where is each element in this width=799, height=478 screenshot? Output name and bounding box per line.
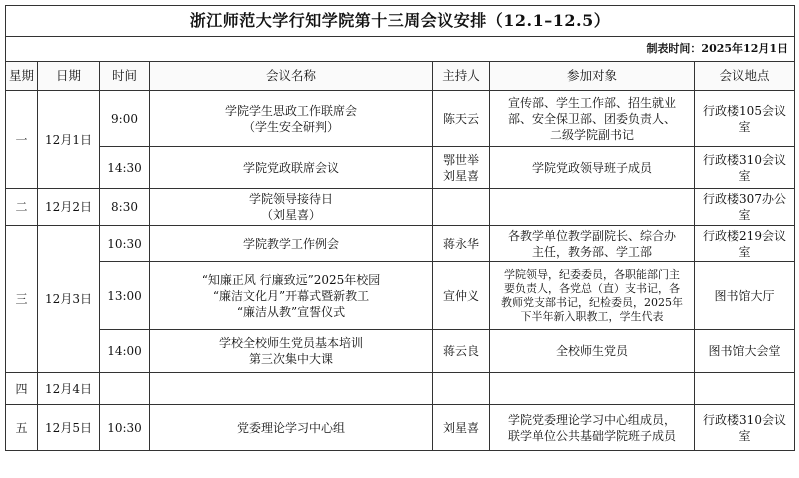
table-row bbox=[6, 226, 795, 262]
attendees-cell bbox=[490, 91, 695, 147]
host-cell bbox=[433, 330, 490, 373]
meeting-name-cell bbox=[150, 405, 433, 451]
header-row bbox=[6, 62, 795, 91]
meeting-schedule-table bbox=[5, 5, 795, 451]
attendees-line: 主任，教务部、学工部 bbox=[531, 244, 652, 259]
time-cell: 13:00 bbox=[100, 262, 150, 330]
host-cell bbox=[433, 147, 490, 189]
attendees-line: 二级学院副书记 bbox=[549, 127, 634, 142]
attendees-line: 下半年新入职教工，学生代表 bbox=[520, 309, 664, 323]
table-row bbox=[6, 189, 795, 226]
meeting-schedule-sheet bbox=[5, 5, 794, 451]
host-cell bbox=[433, 405, 490, 451]
attendees-cell bbox=[490, 330, 695, 373]
location-cell: 行政楼310会议室 bbox=[695, 405, 795, 451]
table-row bbox=[6, 262, 795, 330]
header-attendees: 参加对象 bbox=[490, 62, 695, 91]
attendees-line: 联学单位公共基础学院班子成员 bbox=[507, 428, 676, 443]
date-cell: 12月4日 bbox=[38, 373, 100, 405]
host-cell bbox=[433, 262, 490, 330]
meeting-name-line: 学院党政联席会议 bbox=[242, 160, 339, 175]
date-cell: 12月3日 bbox=[38, 226, 100, 373]
time-cell: 14:30 bbox=[100, 147, 150, 189]
attendees-line: 学院党政领导班子成员 bbox=[531, 160, 652, 175]
made-time-row bbox=[6, 37, 795, 62]
page-title: 浙江师范大学行知学院第十三周会议安排（12.1–12.5） bbox=[6, 6, 795, 37]
header-host: 主持人 bbox=[433, 62, 490, 91]
meeting-name-cell bbox=[150, 189, 433, 226]
attendees-line: 学院党委理论学习中心组成员， bbox=[507, 412, 676, 427]
weekday-cell: 五 bbox=[6, 405, 38, 451]
time-cell: 8:30 bbox=[100, 189, 150, 226]
meeting-name-line: 学院领导接待日 bbox=[248, 192, 333, 206]
attendees-line: 学院领导，纪委委员，各职能部门主 bbox=[504, 267, 680, 281]
host-cell bbox=[433, 373, 490, 405]
header-time: 时间 bbox=[100, 62, 150, 91]
meeting-name-line: “廉洁从教”宣誓仪式 bbox=[236, 304, 346, 319]
date-cell: 12月1日 bbox=[38, 91, 100, 189]
attendees-line: 各教学单位教学副院长、综合办 bbox=[507, 228, 676, 243]
location-cell: 行政楼219会议室 bbox=[695, 226, 795, 262]
header-weekday: 星期 bbox=[6, 62, 38, 91]
meeting-name-line: 党委理论学习中心组 bbox=[236, 420, 345, 435]
time-cell bbox=[100, 373, 150, 405]
attendees-cell bbox=[490, 226, 695, 262]
meeting-name-line: 第三次集中大课 bbox=[248, 352, 333, 366]
meeting-name-line: 学院教学工作例会 bbox=[242, 236, 339, 251]
location-cell: 行政楼307办公室 bbox=[695, 189, 795, 226]
time-cell: 10:30 bbox=[100, 226, 150, 262]
meeting-name-line: （刘星喜） bbox=[260, 208, 321, 222]
meeting-name-line: 学校全校师生党员基本培训 bbox=[218, 336, 363, 350]
meeting-name-line: “廉洁文化月”开幕式暨新教工 bbox=[212, 288, 370, 303]
location-cell bbox=[695, 373, 795, 405]
time-cell: 14:00 bbox=[100, 330, 150, 373]
host-line: 蒋云良 bbox=[442, 344, 479, 358]
made-time: 制表时间：2025年12月1日 bbox=[6, 37, 795, 62]
attendees-cell bbox=[490, 405, 695, 451]
attendees-line: 要负责人，各党总（直）支书记，各 bbox=[504, 281, 680, 295]
time-cell: 10:30 bbox=[100, 405, 150, 451]
host-line: 宣仲义 bbox=[442, 288, 479, 303]
weekday-cell: 一 bbox=[6, 91, 38, 189]
date-cell: 12月2日 bbox=[38, 189, 100, 226]
weekday-cell: 三 bbox=[6, 226, 38, 373]
attendees-line: 宣传部、学生工作部、招生就业 bbox=[507, 95, 676, 110]
title-row bbox=[6, 6, 795, 37]
meeting-name-cell bbox=[150, 262, 433, 330]
header-location: 会议地点 bbox=[695, 62, 795, 91]
attendees-line: 教师党支部书记，纪检委员，2025年 bbox=[501, 295, 683, 309]
header-date: 日期 bbox=[38, 62, 100, 91]
meeting-name-cell bbox=[150, 226, 433, 262]
attendees-cell bbox=[490, 373, 695, 405]
host-cell bbox=[433, 226, 490, 262]
host-line: 刘星喜 bbox=[442, 168, 479, 183]
table-row bbox=[6, 147, 795, 189]
meeting-name-cell bbox=[150, 147, 433, 189]
location-cell: 图书馆大会堂 bbox=[695, 330, 795, 373]
weekday-cell: 二 bbox=[6, 189, 38, 226]
attendees-cell bbox=[490, 147, 695, 189]
table-row bbox=[6, 91, 795, 147]
host-line: 鄂世举 bbox=[442, 152, 479, 167]
host-line: 蒋永华 bbox=[442, 236, 479, 251]
attendees-line: 部、安全保卫部、团委负责人、 bbox=[507, 111, 676, 126]
host-cell bbox=[433, 91, 490, 147]
header-meeting-name: 会议名称 bbox=[150, 62, 433, 91]
meeting-name-line: （学生安全研判） bbox=[242, 119, 339, 134]
meeting-name-line: “知廉正风 行廉致远”2025年校园 bbox=[201, 272, 381, 287]
attendees-cell bbox=[490, 262, 695, 330]
location-cell: 行政楼105会议室 bbox=[695, 91, 795, 147]
attendees-cell bbox=[490, 189, 695, 226]
date-cell: 12月5日 bbox=[38, 405, 100, 451]
meeting-name-line: 学院学生思政工作联席会 bbox=[224, 103, 357, 118]
meeting-name-cell bbox=[150, 330, 433, 373]
meeting-name-cell bbox=[150, 91, 433, 147]
host-line: 陈天云 bbox=[442, 111, 479, 126]
attendees-line: 全校师生党员 bbox=[555, 344, 628, 358]
location-cell: 行政楼310会议室 bbox=[695, 147, 795, 189]
table-row bbox=[6, 330, 795, 373]
weekday-cell: 四 bbox=[6, 373, 38, 405]
meeting-name-cell bbox=[150, 373, 433, 405]
table-row bbox=[6, 405, 795, 451]
host-cell bbox=[433, 189, 490, 226]
table-row bbox=[6, 373, 795, 405]
time-cell: 9:00 bbox=[100, 91, 150, 147]
location-cell: 图书馆大厅 bbox=[695, 262, 795, 330]
host-line: 刘星喜 bbox=[442, 420, 479, 435]
